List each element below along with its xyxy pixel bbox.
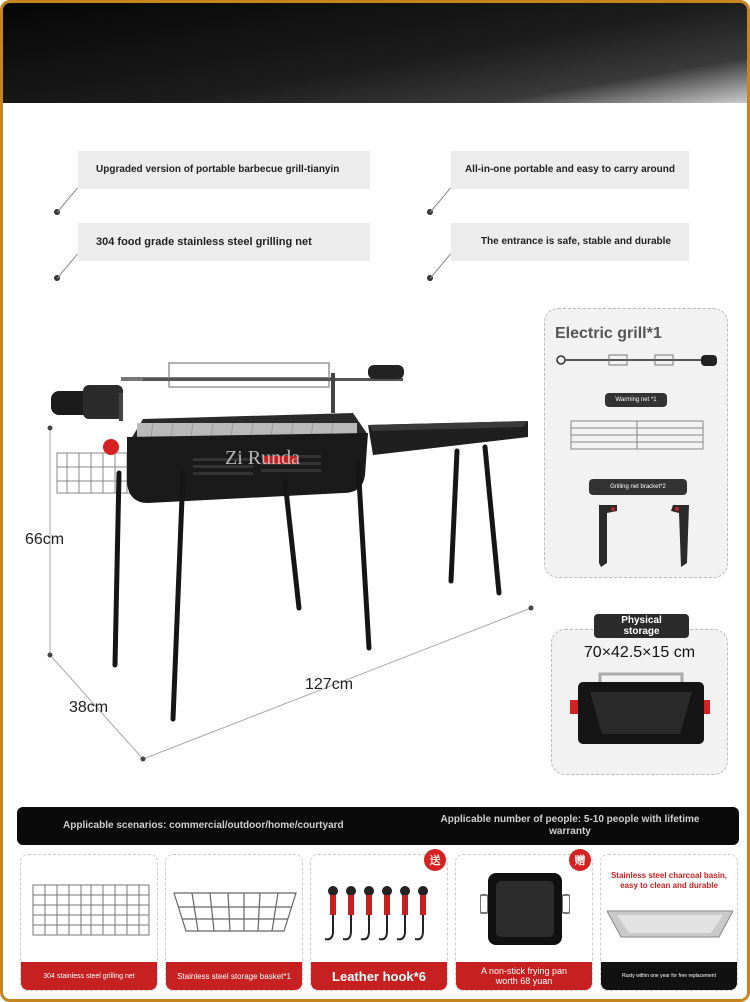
feature-tag-entrance [451, 223, 689, 261]
frying-pan-icon [480, 869, 570, 949]
leather-hook-icon [323, 885, 435, 949]
storage-card [551, 629, 728, 775]
accessory-frying-pan [455, 854, 593, 991]
warming-net-pill: Warming net *1 [605, 393, 667, 407]
feature-tag-upgraded [78, 151, 370, 189]
electric-grill-title: Electric grill*1 [555, 325, 662, 342]
rotisserie-spit-icon [555, 351, 721, 371]
storage-badge-text: Physical storage [621, 615, 662, 637]
leader-line [430, 254, 451, 279]
bracket-icon [593, 505, 693, 567]
leader-line [57, 254, 78, 279]
bracket-pill: Grilling net bracket*2 [589, 479, 687, 495]
feature-text: 304 food grade stainless steel grilling net [96, 236, 312, 248]
accessory-leather-hook [310, 854, 448, 991]
people-text: Applicable number of people: 5-10 people with lifetime warranty [440, 814, 700, 837]
charcoal-basin-text: Stainless steel charcoal basin, easy to clean and durable [610, 871, 728, 890]
feature-text: Upgraded version of portable barbecue grill-tianyin [96, 164, 340, 175]
accessory-storage-basket [165, 854, 303, 991]
feature-tag-portable [451, 151, 689, 189]
accessory-label-text: A non-stick frying pan worth 68 yuan [480, 966, 568, 986]
accessory-charcoal-basin [600, 854, 738, 991]
dimension-depth: 38cm [69, 699, 109, 716]
grilling-net-icon [31, 883, 151, 937]
accessory-label [456, 962, 592, 990]
accessory-label: 304 stainless steel grilling net [21, 962, 157, 990]
feature-text: All-in-one portable and easy to carry around [464, 164, 675, 175]
storage-basket-icon [172, 881, 298, 941]
gift-stamp-badge: 赠 [569, 849, 591, 871]
electric-grill-card [544, 308, 728, 578]
charcoal-basin-icon [607, 907, 733, 941]
dimension-length: 127cm [305, 676, 354, 693]
accessory-label: Leather hook*6 [311, 962, 447, 990]
info-bar [17, 807, 739, 845]
accessory-grilling-net [20, 854, 158, 991]
accessory-label-text: Rusty within one year for free replacement [622, 972, 716, 979]
storage-badge [594, 614, 689, 638]
storage-size: 70×42.5×15 cm [583, 644, 696, 661]
feature-text: The entrance is safe, stable and durable [480, 236, 671, 247]
feature-tag-grilling-net [78, 223, 370, 261]
warming-net-icon [569, 419, 705, 453]
top-dark-banner [3, 3, 750, 103]
accessory-label [601, 962, 737, 990]
dimension-height: 66cm [25, 531, 65, 548]
accessory-label: Stainless steel storage basket*1 [166, 962, 302, 990]
gift-stamp-badge: 送 [424, 849, 446, 871]
scenarios-text: Applicable scenarios: commercial/outdoor/home/courtyard [63, 820, 344, 831]
watermark-text: Zi Runda [225, 447, 300, 469]
leader-line [57, 188, 78, 213]
storage-box-icon [570, 672, 710, 752]
leader-line [430, 188, 451, 213]
